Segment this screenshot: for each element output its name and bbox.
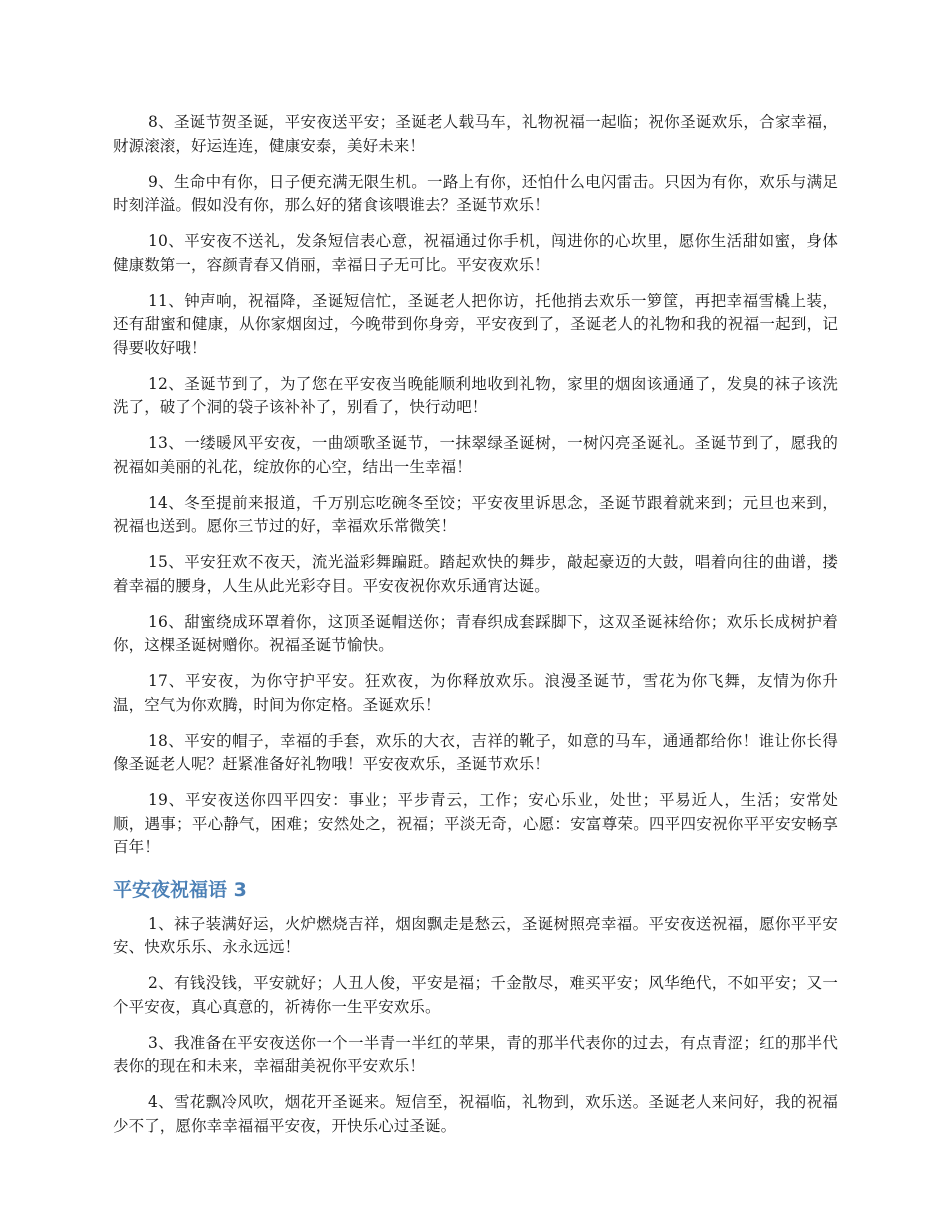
greeting-paragraph-9: 9、生命中有你，日子便充满无限生机。一路上有你，还怕什么电闪雷击。只因为有你，欢乐与满足时刻洋溢。假如没有你，那么好的猪食该喂谁去？圣诞节欢乐！ [113,172,838,214]
greeting-paragraph-2: 2、有钱没钱，平安就好；人丑人俊，平安是福；千金散尽，难买平安；风华绝代，不如平安；又一个平安夜，真心真意的，祈祷你一生平安欢乐。 [113,974,838,1016]
section-heading: 平安夜祝福语 3 [113,878,247,901]
greeting-paragraph-4: 4、雪花飘冷风吹，烟花开圣诞来。短信至，祝福临，礼物到，欢乐送。圣诞老人来问好，我的祝福少不了，愿你幸幸福福平安夜，开快乐心过圣诞。 [113,1093,838,1135]
document-page [113,111,838,1151]
greeting-paragraph-19: 19、平安夜送你四平四安：事业；平步青云，工作；安心乐业，处世；平易近人，生活；安常处顺，遇事；平心静气，困难；安然处之，祝福；平淡无奇，心愿：安富尊荣。四平四安祝你平平安安畅享百年！ [113,791,838,856]
greeting-paragraph-11: 11、钟声响，祝福降，圣诞短信忙，圣诞老人把你访，托他捎去欢乐一箩筐，再把幸福雪橇上装，还有甜蜜和健康，从你家烟囱过，今晚带到你身旁，平安夜到了，圣诞老人的礼物和我的祝福一起到，记得要收好哦！ [113,291,838,357]
greeting-paragraph-15: 15、平安狂欢不夜天，流光溢彩舞蹁跹。踏起欢快的舞步，敲起豪迈的大鼓，唱着向往的曲谱，搂着幸福的腰身，人生从此光彩夺目。平安夜祝你欢乐通宵达诞。 [113,553,838,595]
greeting-paragraph-10: 10、平安夜不送礼，发条短信表心意，祝福通过你手机，闯进你的心坎里，愿你生活甜如蜜，身体健康数第一，容颜青春又俏丽，幸福日子无可比。平安夜欢乐！ [113,232,838,274]
greeting-paragraph-13: 13、一缕暖风平安夜，一曲颂歌圣诞节，一抹翠绿圣诞树，一树闪亮圣诞礼。圣诞节到了，愿我的祝福如美丽的礼花，绽放你的心空，结出一生幸福！ [113,434,838,476]
greeting-paragraph-8: 8、圣诞节贺圣诞，平安夜送平安；圣诞老人载马车，礼物祝福一起临；祝你圣诞欢乐，合家幸福，财源滚滚，好运连连，健康安泰，美好未来！ [113,113,838,155]
greeting-paragraph-16: 16、甜蜜绕成环罩着你，这顶圣诞帽送你；青春织成套踩脚下，这双圣诞袜给你；欢乐长成树护着你，这棵圣诞树赠你。祝福圣诞节愉快。 [113,612,838,654]
greeting-paragraph-1: 1、袜子装满好运，火炉燃烧吉祥，烟囱飘走是愁云，圣诞树照亮幸福。平安夜送祝福，愿你平平安安、快欢乐乐、永永远远！ [113,914,838,956]
greeting-paragraph-17: 17、平安夜，为你守护平安。狂欢夜，为你释放欢乐。浪漫圣诞节，雪花为你飞舞，友情为你升温，空气为你欢腾，时间为你定格。圣诞欢乐！ [113,672,838,714]
greeting-paragraph-14: 14、冬至提前来报道，千万别忘吃碗冬至饺；平安夜里诉思念，圣诞节跟着就来到；元旦也来到，祝福也送到。愿你三节过的好，幸福欢乐常微笑！ [113,493,838,535]
greeting-paragraph-18: 18、平安的帽子，幸福的手套，欢乐的大衣，吉祥的靴子，如意的马车，通通都给你！谁让你长得像圣诞老人呢？赶紧准备好礼物哦！平安夜欢乐，圣诞节欢乐！ [113,731,838,773]
greeting-paragraph-3: 3、我准备在平安夜送你一个一半青一半红的苹果，青的那半代表你的过去，有点青涩；红的那半代表你的现在和未来，幸福甜美祝你平安欢乐！ [113,1033,838,1075]
greeting-paragraph-12: 12、圣诞节到了，为了您在平安夜当晚能顺利地收到礼物，家里的烟囱该通通了，发臭的袜子该洗洗了，破了个洞的袋子该补补了，别看了，快行动吧！ [113,374,838,416]
